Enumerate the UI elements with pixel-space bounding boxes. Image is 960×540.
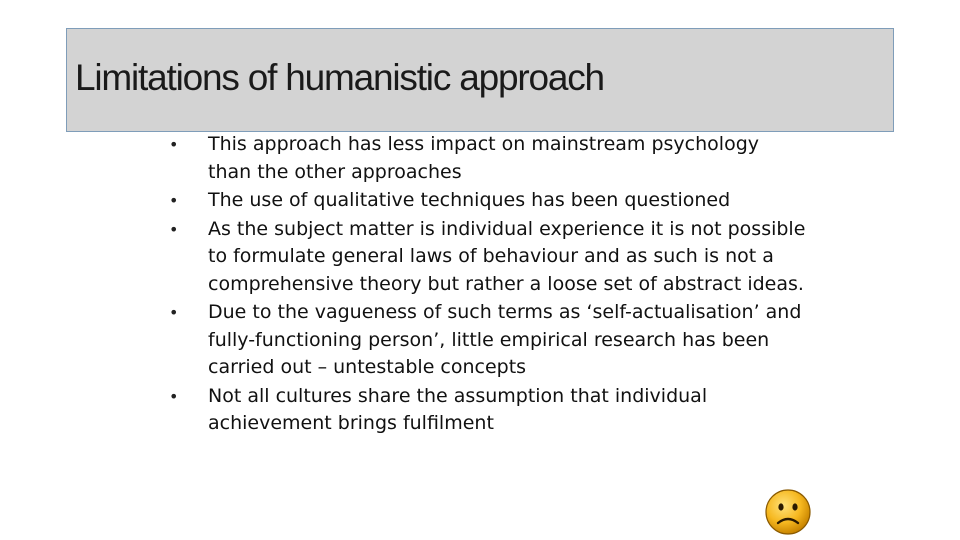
bullet-text: The use of qualitative techniques has been questioned xyxy=(208,189,731,211)
bullet-text: Not all cultures share the assumption that individual achievement brings fulfilment xyxy=(208,384,708,434)
bullet-marker: • xyxy=(169,219,179,239)
bullet-item xyxy=(168,299,808,382)
bullet-list xyxy=(168,131,808,439)
bullet-marker: • xyxy=(169,303,179,322)
bullet-marker: • xyxy=(169,191,179,210)
bullet-marker: • xyxy=(169,386,179,406)
bullet-text: This approach has less impact on mainstream psychology than the other approaches xyxy=(208,133,759,183)
bullet-item xyxy=(168,187,808,215)
bullet-marker: • xyxy=(169,135,179,154)
sad-face-icon xyxy=(764,488,812,536)
slide-title: Limitations of humanistic approach xyxy=(75,57,604,98)
bullet-text: As the subject matter is individual experience it is not possible to formulate general laws of behaviour and as such is not a comprehensive theory but rather a loose set of abstract ideas. xyxy=(208,217,806,295)
bullet-item xyxy=(168,131,808,186)
bullet-text: Due to the vagueness of such terms as ‘self-actualisation’ and fully-functioning person’, little empirical research has been carried out – untestable concepts xyxy=(208,301,802,378)
bullet-item xyxy=(168,383,808,438)
title-banner xyxy=(66,28,894,132)
bullet-item xyxy=(168,216,808,299)
